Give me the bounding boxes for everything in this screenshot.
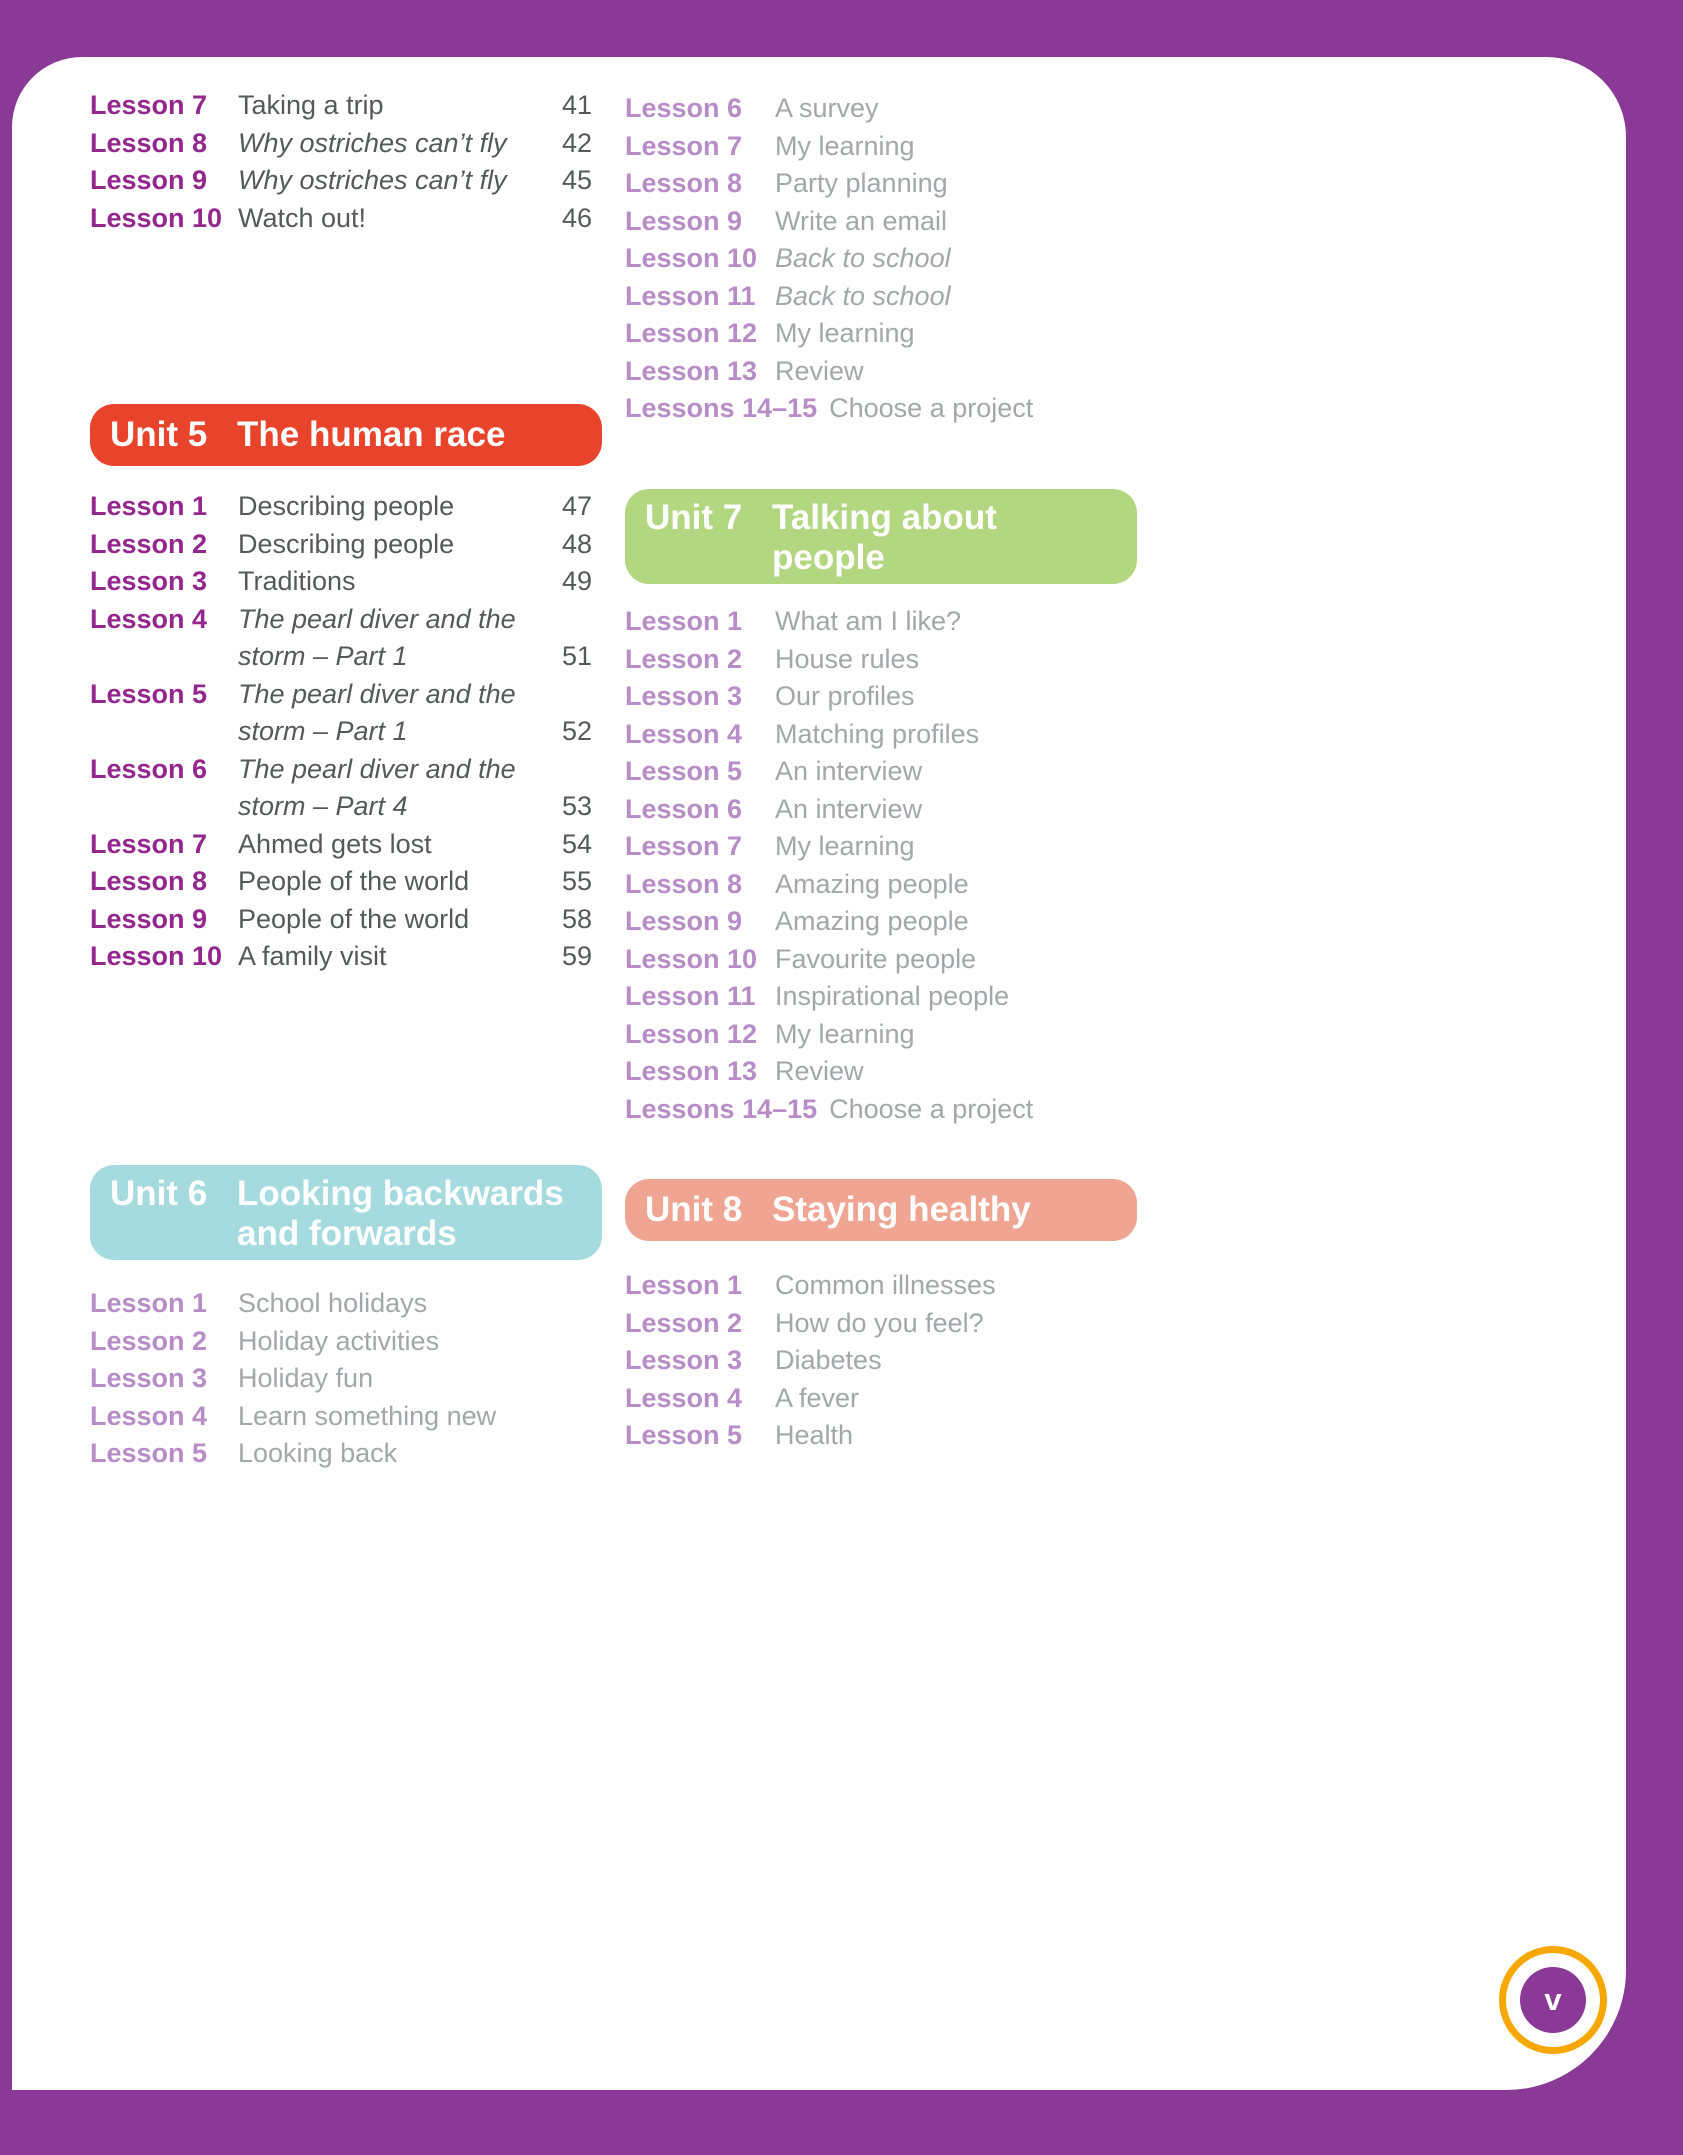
lesson-row bbox=[625, 1380, 1155, 1418]
unit-label: Unit 6 bbox=[110, 1174, 208, 1213]
lesson-title: Review bbox=[775, 355, 864, 386]
lesson-label: Lesson 4 bbox=[625, 1382, 743, 1413]
lesson-page-number: 42 bbox=[561, 127, 592, 158]
lesson-row bbox=[625, 240, 1155, 278]
lesson-row bbox=[625, 1417, 1155, 1455]
lesson-label: Lesson 7 bbox=[90, 90, 208, 120]
lesson-title: An interview bbox=[775, 793, 923, 824]
lesson-title: Amazing people bbox=[775, 906, 969, 936]
lesson-label: Lesson 10 bbox=[625, 943, 758, 974]
lesson-row bbox=[90, 526, 592, 564]
lesson-label: Lesson 5 bbox=[90, 1438, 208, 1468]
lesson-list-unit6-continued bbox=[625, 90, 1155, 428]
lesson-row bbox=[625, 866, 1155, 904]
lesson-label: Lesson 10 bbox=[90, 202, 223, 233]
lesson-title: My learning bbox=[775, 130, 915, 161]
lesson-title: Review bbox=[775, 1056, 864, 1086]
lesson-label: Lesson 4 bbox=[90, 1400, 208, 1431]
lesson-title: People of the world bbox=[238, 866, 470, 896]
lesson-title: Back to school bbox=[775, 243, 951, 273]
lesson-label: Lesson 12 bbox=[625, 1018, 758, 1049]
lesson-label: Lesson 3 bbox=[625, 1345, 743, 1375]
lesson-label: Lesson 6 bbox=[625, 93, 743, 123]
lesson-label: Lesson 1 bbox=[625, 606, 743, 636]
lesson-row bbox=[625, 753, 1155, 791]
lesson-row bbox=[90, 1360, 592, 1398]
lesson-title: People of the world bbox=[238, 903, 470, 934]
lesson-row bbox=[90, 1285, 592, 1323]
lesson-page-number: 51 bbox=[561, 641, 592, 671]
lesson-page-number: 41 bbox=[561, 90, 592, 120]
lesson-page-number: 53 bbox=[561, 791, 592, 821]
lesson-page-number: 55 bbox=[561, 866, 592, 896]
lesson-title: Taking a trip bbox=[238, 90, 384, 120]
lesson-title: How do you feel? bbox=[775, 1307, 984, 1338]
lesson-label: Lesson 6 bbox=[90, 753, 208, 784]
lesson-title: Looking back bbox=[238, 1438, 398, 1468]
lesson-label: Lesson 7 bbox=[90, 828, 208, 859]
unit-label: Unit 5 bbox=[110, 415, 208, 454]
lesson-row bbox=[625, 203, 1155, 241]
lesson-title: Holiday fun bbox=[238, 1363, 374, 1393]
lesson-title: An interview bbox=[775, 756, 923, 786]
lesson-row bbox=[625, 90, 1155, 128]
lesson-title: Learn something new bbox=[238, 1400, 497, 1431]
lesson-row bbox=[90, 125, 592, 163]
lesson-row bbox=[90, 938, 592, 976]
lesson-title: Health bbox=[775, 1420, 854, 1450]
lesson-title: My learning bbox=[775, 1018, 915, 1049]
lesson-row bbox=[625, 791, 1155, 829]
lesson-row bbox=[625, 941, 1155, 979]
lesson-label: Lesson 13 bbox=[625, 355, 758, 386]
lesson-page-number: 49 bbox=[561, 566, 592, 596]
lesson-page-number: 45 bbox=[561, 165, 592, 195]
lesson-title: Inspirational people bbox=[775, 981, 1010, 1011]
lesson-row bbox=[90, 563, 592, 601]
lesson-title: Ahmed gets lost bbox=[238, 828, 432, 859]
lesson-label: Lesson 3 bbox=[90, 1363, 208, 1393]
unit-7-banner bbox=[625, 489, 1137, 584]
lesson-title: Choose a project bbox=[829, 393, 1034, 423]
unit-title: Talking about people bbox=[772, 498, 997, 577]
lesson-row bbox=[90, 488, 592, 526]
lesson-label: Lesson 11 bbox=[625, 280, 756, 311]
lesson-label: Lesson 8 bbox=[90, 866, 208, 896]
lesson-title: The pearl diver and the storm – Part 4 bbox=[238, 753, 516, 821]
lesson-page-number: 52 bbox=[561, 716, 592, 746]
lesson-label: Lesson 9 bbox=[625, 906, 743, 936]
lesson-label: Lesson 6 bbox=[625, 793, 743, 824]
lesson-title: The pearl diver and the storm – Part 1 bbox=[238, 678, 516, 746]
lesson-title: Choose a project bbox=[829, 1093, 1034, 1124]
lesson-label: Lesson 8 bbox=[625, 868, 743, 899]
lesson-row bbox=[90, 200, 592, 238]
lesson-row bbox=[625, 903, 1155, 941]
lesson-title: A family visit bbox=[238, 941, 387, 971]
lesson-row bbox=[90, 751, 592, 826]
lesson-title: My learning bbox=[775, 831, 915, 861]
lesson-label: Lesson 9 bbox=[625, 205, 743, 236]
lesson-title: What am I like? bbox=[775, 606, 962, 636]
lesson-row bbox=[625, 1053, 1155, 1091]
lesson-title: Party planning bbox=[775, 168, 948, 198]
lesson-title: Amazing people bbox=[775, 868, 969, 899]
lesson-title: Matching profiles bbox=[775, 718, 980, 749]
lesson-list-unit-7 bbox=[625, 603, 1155, 1128]
unit-5-banner bbox=[90, 404, 602, 466]
lesson-label: Lesson 1 bbox=[90, 491, 208, 521]
lesson-page-number: 48 bbox=[561, 528, 592, 559]
lesson-row bbox=[625, 716, 1155, 754]
lesson-row bbox=[625, 678, 1155, 716]
lesson-title: Traditions bbox=[238, 566, 356, 596]
lesson-row bbox=[625, 1016, 1155, 1054]
lesson-label: Lesson 1 bbox=[90, 1288, 208, 1318]
lesson-label: Lesson 5 bbox=[90, 678, 208, 709]
lesson-title: My learning bbox=[775, 318, 915, 348]
page-number: v bbox=[1520, 1967, 1586, 2033]
lesson-title: House rules bbox=[775, 643, 920, 674]
lesson-label: Lesson 12 bbox=[625, 318, 758, 348]
lesson-list-unit-6 bbox=[90, 1285, 592, 1473]
unit-label: Unit 8 bbox=[645, 1190, 743, 1229]
lesson-title: Why ostriches can’t fly bbox=[238, 165, 507, 195]
lesson-list-unit-8 bbox=[625, 1267, 1155, 1455]
lesson-list-unit4-continued bbox=[90, 87, 592, 237]
lesson-row bbox=[90, 601, 592, 676]
lesson-title: Favourite people bbox=[775, 943, 977, 974]
lesson-row bbox=[90, 1435, 592, 1473]
lesson-row bbox=[625, 278, 1155, 316]
lesson-row bbox=[90, 162, 592, 200]
unit-title: Staying healthy bbox=[772, 1190, 1031, 1229]
lesson-row bbox=[625, 315, 1155, 353]
lesson-label: Lesson 7 bbox=[625, 130, 743, 161]
lesson-title: The pearl diver and the storm – Part 1 bbox=[238, 603, 516, 671]
lesson-row bbox=[625, 353, 1155, 391]
lesson-label: Lesson 5 bbox=[625, 1420, 743, 1450]
lesson-row bbox=[90, 863, 592, 901]
lesson-label: Lesson 8 bbox=[625, 168, 743, 198]
lesson-label: Lesson 2 bbox=[90, 1325, 208, 1356]
lesson-row bbox=[625, 1305, 1155, 1343]
lesson-row bbox=[90, 87, 592, 125]
lesson-row bbox=[625, 390, 1155, 428]
lesson-row bbox=[625, 128, 1155, 166]
page-number-badge bbox=[1499, 1946, 1607, 2054]
lesson-row bbox=[625, 603, 1155, 641]
lesson-title: Back to school bbox=[775, 280, 951, 311]
lesson-title: Write an email bbox=[775, 205, 948, 236]
lesson-title: Watch out! bbox=[238, 202, 367, 233]
lesson-label: Lesson 10 bbox=[625, 243, 758, 273]
lesson-row bbox=[625, 828, 1155, 866]
lesson-label: Lesson 13 bbox=[625, 1056, 758, 1086]
contents-page bbox=[12, 57, 1626, 2090]
lesson-row bbox=[625, 165, 1155, 203]
lesson-label: Lessons 14–15 bbox=[625, 1093, 818, 1124]
lesson-row bbox=[625, 1091, 1155, 1129]
lesson-label: Lesson 5 bbox=[625, 756, 743, 786]
lesson-title: Common illnesses bbox=[775, 1270, 996, 1300]
lesson-page-number: 58 bbox=[561, 903, 592, 934]
lesson-label: Lesson 3 bbox=[90, 566, 208, 596]
lesson-title: Our profiles bbox=[775, 681, 915, 711]
lesson-label: Lesson 9 bbox=[90, 903, 208, 934]
lesson-title: Diabetes bbox=[775, 1345, 882, 1375]
lesson-label: Lesson 2 bbox=[625, 1307, 743, 1338]
lesson-label: Lesson 8 bbox=[90, 127, 208, 158]
lesson-label: Lesson 7 bbox=[625, 831, 743, 861]
lesson-row bbox=[625, 1342, 1155, 1380]
lesson-label: Lesson 4 bbox=[625, 718, 743, 749]
lesson-list-unit-5 bbox=[90, 488, 592, 976]
lesson-title: Describing people bbox=[238, 491, 455, 521]
lesson-label: Lesson 10 bbox=[90, 941, 223, 971]
unit-title: The human race bbox=[237, 415, 506, 454]
lesson-label: Lesson 2 bbox=[90, 528, 208, 559]
lesson-row bbox=[90, 901, 592, 939]
lesson-page-number: 46 bbox=[561, 202, 592, 233]
lesson-label: Lesson 4 bbox=[90, 603, 208, 634]
lesson-page-number: 47 bbox=[561, 491, 592, 521]
lesson-row bbox=[90, 1323, 592, 1361]
lesson-label: Lesson 3 bbox=[625, 681, 743, 711]
lesson-row bbox=[90, 826, 592, 864]
lesson-row bbox=[90, 676, 592, 751]
lesson-label: Lesson 9 bbox=[90, 165, 208, 195]
lesson-row bbox=[625, 1267, 1155, 1305]
unit-title: Looking backwards and forwards bbox=[237, 1174, 564, 1253]
lesson-page-number: 59 bbox=[561, 941, 592, 971]
lesson-title: School holidays bbox=[238, 1288, 428, 1318]
lesson-title: Describing people bbox=[238, 528, 455, 559]
unit-8-banner bbox=[625, 1179, 1137, 1241]
lesson-page-number: 54 bbox=[561, 828, 592, 859]
lesson-label: Lesson 1 bbox=[625, 1270, 743, 1300]
lesson-title: Why ostriches can’t fly bbox=[238, 127, 507, 158]
lesson-row bbox=[625, 641, 1155, 679]
lesson-row bbox=[90, 1398, 592, 1436]
unit-label: Unit 7 bbox=[645, 498, 743, 537]
lesson-label: Lesson 11 bbox=[625, 981, 756, 1011]
lesson-title: A survey bbox=[775, 93, 879, 123]
lesson-label: Lesson 2 bbox=[625, 643, 743, 674]
unit-6-banner bbox=[90, 1165, 602, 1260]
lesson-label: Lessons 14–15 bbox=[625, 393, 818, 423]
lesson-title: A fever bbox=[775, 1382, 860, 1413]
lesson-row bbox=[625, 978, 1155, 1016]
lesson-title: Holiday activities bbox=[238, 1325, 440, 1356]
